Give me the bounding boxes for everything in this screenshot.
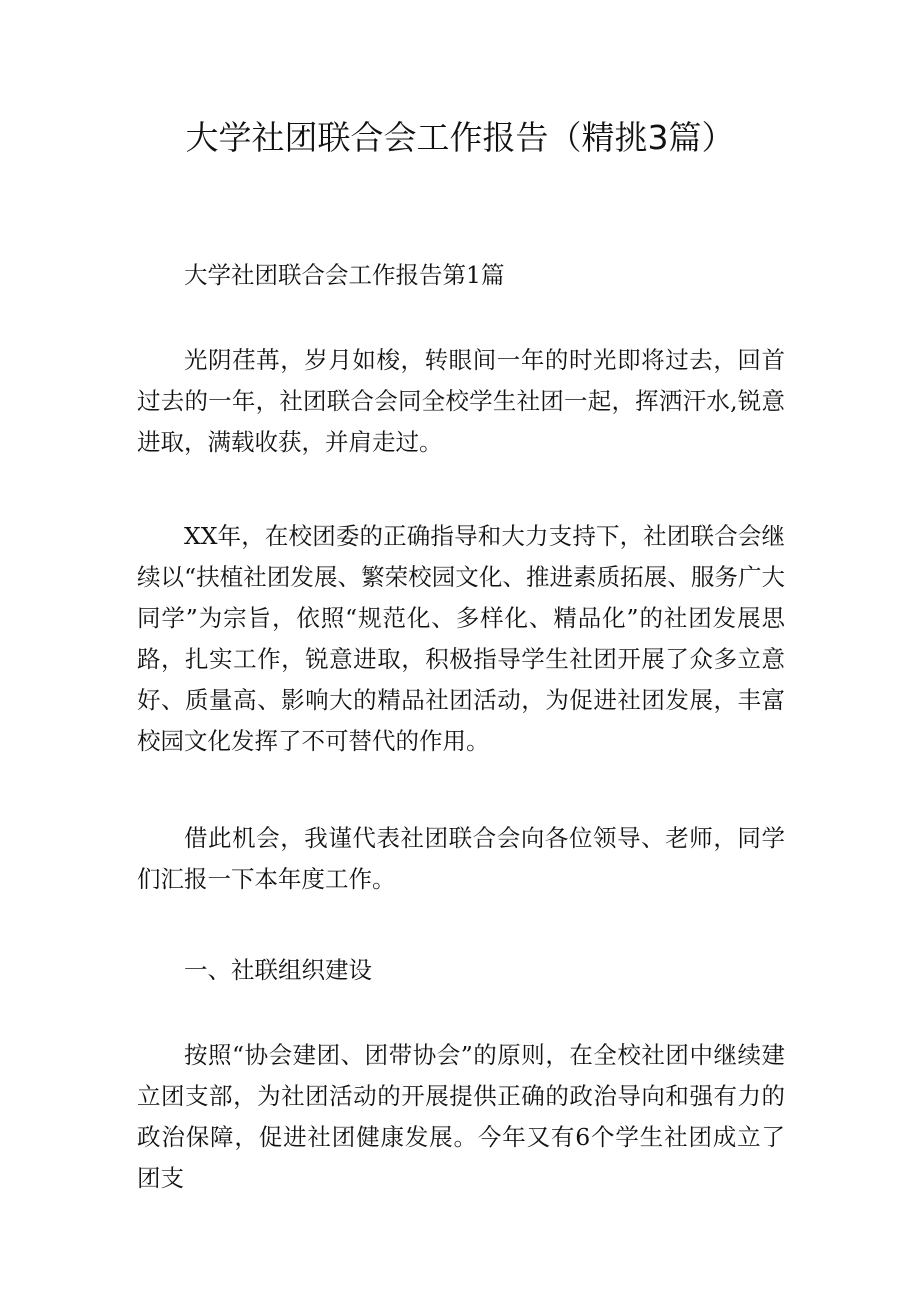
section-heading: 大学社团联合会工作报告第1篇 xyxy=(184,261,505,289)
paragraph-4: 按照“协会建团、团带协会”的原则，在全校社团中继续建立团支部，为社团活动的开展提供正确的政治导向和强有力的政治保障，促进社团健康发展。今年又有6个学生社团成立了团支 xyxy=(137,1041,785,1192)
paragraph-3: 借此机会，我谨代表社团联合会向各位领导、老师，同学们汇报一下本年度工作。 xyxy=(137,824,785,893)
paragraph-2: XX年，在校团委的正确指导和大力支持下，社团联合会继续以“扶植社团发展、繁荣校园文化、推进素质拓展、服务广大同学”为宗旨，依照“规范化、多样化、精品化”的社团发展思路，扎实工作，锐意进取，积极指导学生社团开展了众多立意好、质量高、影响大的精品社团活动，为促进社团发展，丰富校园文化发挥了不可替代的作用。 xyxy=(137,522,785,755)
document-title: 大学社团联合会工作报告（精挑3篇） xyxy=(185,118,735,157)
subheading-organization: 一、社联组织建设 xyxy=(184,956,372,984)
paragraph-1: 光阴荏苒，岁月如梭，转眼间一年的时光即将过去，回首过去的一年，社团联合会同全校学生社团一起，挥洒汗水,锐意进取，满载收获，并肩走过。 xyxy=(137,346,785,456)
